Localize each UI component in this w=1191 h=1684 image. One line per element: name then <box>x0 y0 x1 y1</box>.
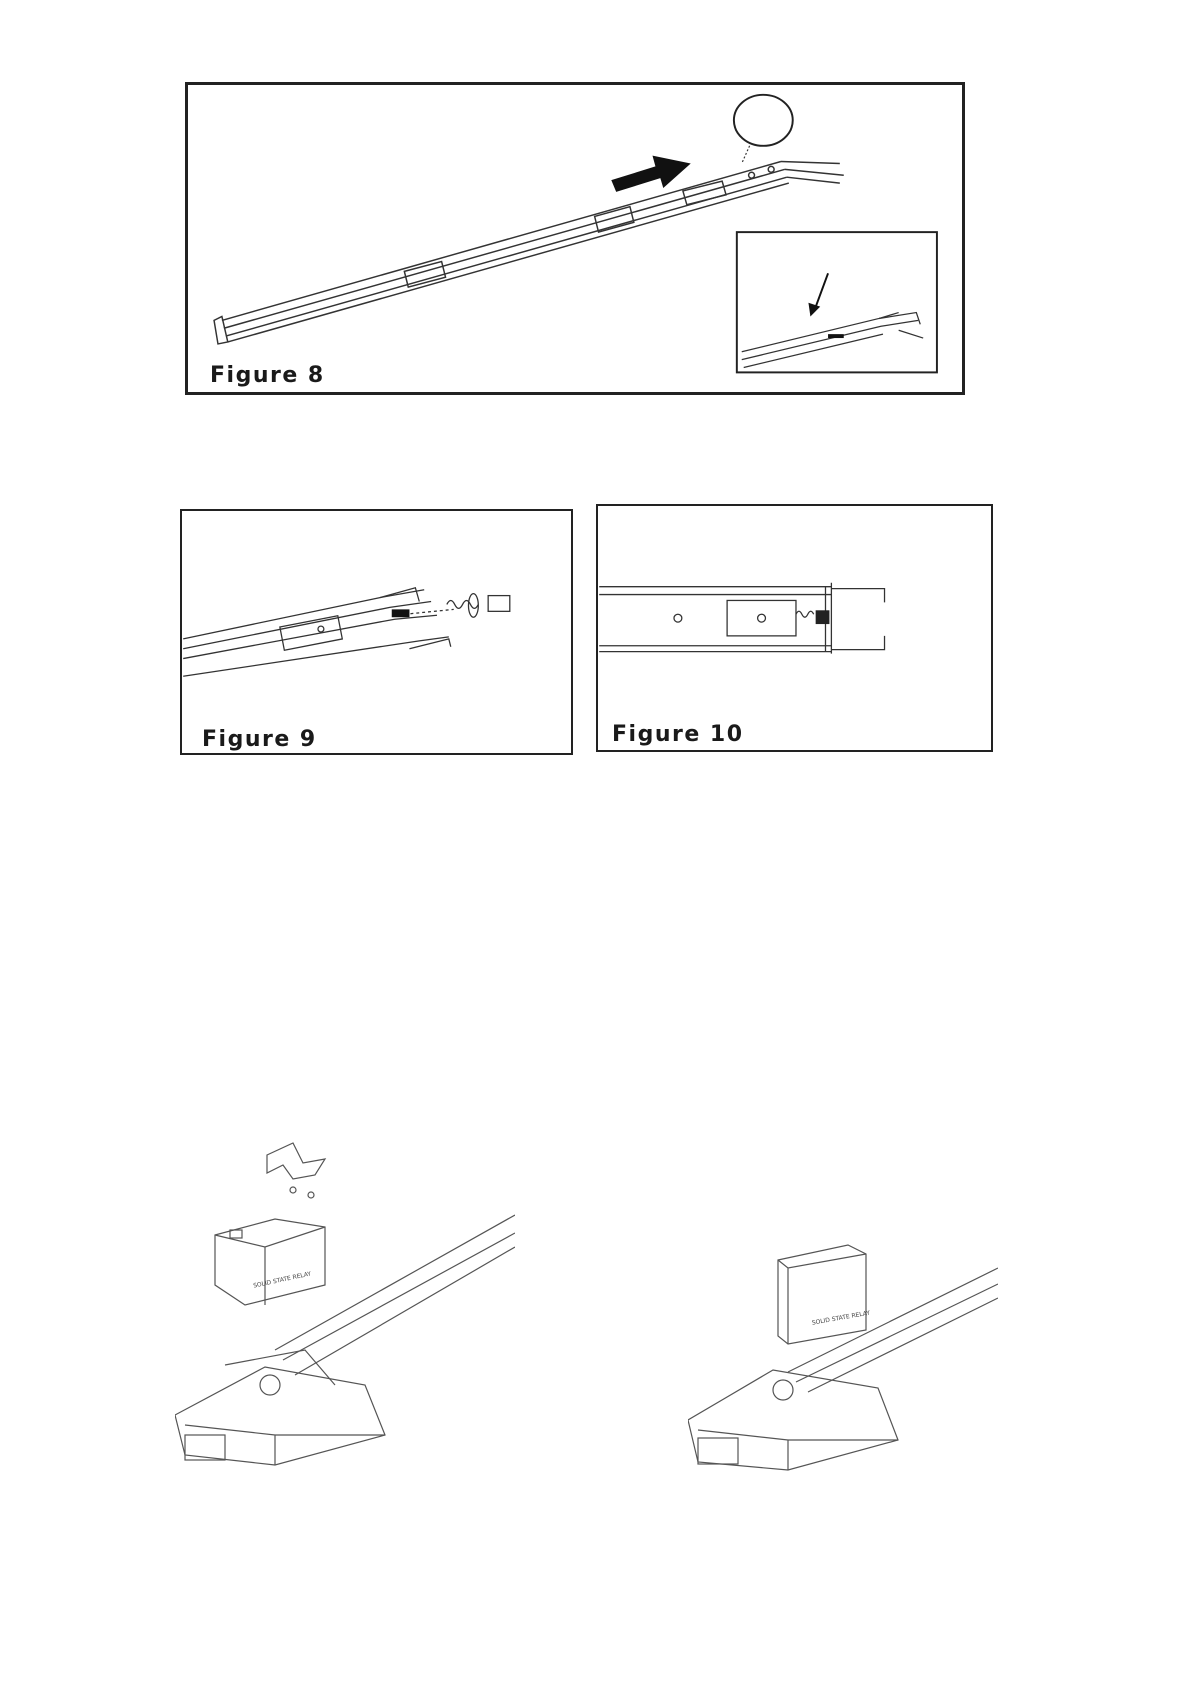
relay-box-label: SOLID STATE RELAY <box>811 1309 871 1327</box>
motor-unit-assembled-drawing <box>688 1240 998 1480</box>
figure-8-inset <box>737 232 937 372</box>
rail-end-exploded-drawing <box>182 511 571 753</box>
figure-9-panel <box>180 509 573 755</box>
callout-bubble <box>734 95 793 146</box>
figure-8-panel <box>185 82 965 395</box>
rail-assembly-drawing <box>188 85 962 392</box>
figure-caption: Figure 10 <box>612 722 744 747</box>
rail-end-assembled-drawing <box>598 506 991 750</box>
figure-10-panel <box>596 504 993 752</box>
figure-caption: Figure 8 <box>210 363 325 388</box>
figure-caption: Figure 9 <box>202 727 317 752</box>
motor-unit-exploded-drawing <box>175 1135 515 1480</box>
relay-box-label: SOLID STATE RELAY <box>252 1270 312 1290</box>
direction-arrow-icon <box>611 156 690 192</box>
